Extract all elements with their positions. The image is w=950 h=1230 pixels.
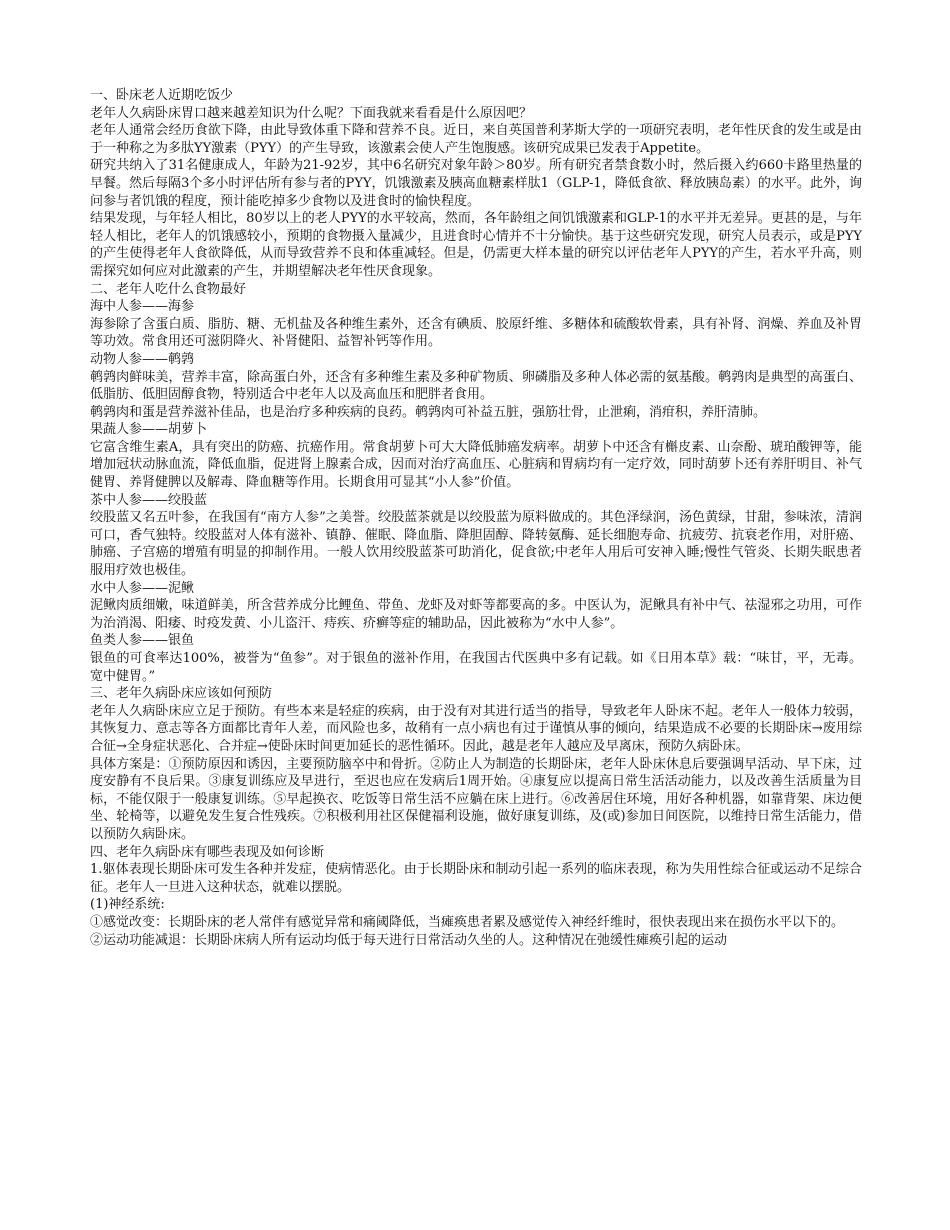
section-heading-2: 二、老年人吃什么食物最好 <box>90 281 247 297</box>
paragraph: 1.躯体表现长期卧床可发生各种并发症，使病情恶化。由于长期卧床和制动引起一系列的临床表现，称为失用性综合征或运动不足综合征。老年人一旦进入这种状态，就难以摆脱。 <box>90 862 862 895</box>
section-heading-4: 四、老年久病卧床有哪些表现及如何诊断 <box>90 844 325 860</box>
paragraph: 海参除了含蛋白质、脂肪、糖、无机盐及各种维生素外，还含有碘质、胶原纤维、多糖体和硫酸软骨素，具有补肾、润燥、养血及补胃等功效。常食用还可滋阴降火、补肾健阳、益智补钙等作用。 <box>90 316 862 350</box>
subheading: 动物人参——鹌鹑 <box>90 351 195 367</box>
document-body <box>90 87 862 949</box>
paragraph: ②运动功能减退：长期卧床病人所有运动均低于每天进行日常活动久坐的人。这种情况在弛缓性瘫痪引起的运动 <box>90 932 728 948</box>
paragraph: 研究共纳入了31名健康成人，年龄为21-92岁，其中6名研究对象年龄＞80岁。所有研究者禁食数小时，然后摄入约660卡路里热量的早餐。然后每隔3个多小时评估所有参与者的PYY，饥饿激素及胰高血糖素样肽1（GLP-1，降低食欲、释放胰岛素）的水平。此外，询问参与者饥饿的程度，预计能吃掉多少食物以及进食时的愉快程度。 <box>90 158 862 209</box>
subheading: 茶中人参——绞股蓝 <box>90 492 208 508</box>
section-heading-3: 三、老年久病卧床应该如何预防 <box>90 686 273 702</box>
section-heading-1: 一、卧床老人近期吃饭少 <box>90 88 234 103</box>
subheading: 海中人参——海参 <box>90 299 195 315</box>
paragraph: 鹌鹑肉鲜味美，营养丰富，除高蛋白外，还含有多种维生素及多种矿物质、卵磷脂及多种人体必需的氨基酸。鹌鹑肉是典型的高蛋白、低脂肪、低胆固醇食物，特别适合中老年人以及高血压和肥胖者食用。 <box>90 369 862 403</box>
paragraph: 绞股蓝又名五叶参，在我国有“南方人参”之美誉。绞股蓝茶就是以绞股蓝为原料做成的。其色泽绿润，汤色黄绿，甘甜，参味浓，清润可口，香气独特。绞股蓝对人体有滋补、镇静、催眠、降血脂、降胆固醇、降转氨酶、延长细胞寿命、抗疲劳、抗衰老作用，对肝癌、肺癌、子宫癌的增殖有明显的抑制作用。一般人饮用绞股蓝茶可助消化，促食欲;中老年人用后可安神入睡;慢性气管炎、长期失眠患者服用疗效也极佳。 <box>90 510 862 579</box>
paragraph: 具体方案是：①预防原因和诱因，主要预防脑卒中和骨折。②防止人为制造的长期卧床，老年人卧床休息后要强调早活动、早下床，过度安静有不良后果。③康复训练应及早进行，至迟也应在发病后1周开始。④康复应以提高日常生活活动能力，以及改善生活质量为目标，不能仅限于一般康复训练。⑤早起换衣、吃饭等日常生活不应躺在床上进行。⑥改善居住环境，用好各种机器，如靠背架、床边便坐、轮椅等，以避免发生复合性残疾。⑦积极利用社区保健福利设施，做好康复训练，及(或)参加日间医院，以维持日常生活能力，借以预防久病卧床。 <box>90 756 862 842</box>
subheading: 水中人参——泥鳅 <box>90 580 195 596</box>
paragraph: 鹌鹑肉和蛋是营养滋补佳品，也是治疗多种疾病的良药。鹌鹑肉可补益五脏，强筋壮骨，止泄痢，消疳积，养肝清肺。 <box>90 404 767 420</box>
paragraph: 泥鳅肉质细嫩，味道鲜美，所含营养成分比鲤鱼、带鱼、龙虾及对虾等都要高的多。中医认为，泥鳅具有补中气、祛湿邪之功用，可作为治消渴、阳痿、时疫发黄、小儿盗汗、痔疾、疥癣等症的辅助品，因此被称为“水中人参”。 <box>90 598 862 631</box>
paragraph: 结果发现，与年轻人相比，80岁以上的老人PYY的水平较高，然而，各年龄组之间饥饿激素和GLP-1的水平并无差异。更甚的是，与年轻人相比，老年人的饥饿感较小，预期的食物摄入量减少，且进食时心情并不十分愉快。基于这些研究发现，研究人员表示，或是PYY的产生使得老年人食欲降低，从而导致营养不良和体重减轻。但是，仍需更大样本量的研究以评估老年人PYY的产生，若水平升高，则需探究如何应对此激素的产生，并期望解决老年性厌食现象。 <box>90 211 862 279</box>
paragraph: (1)神经系统: <box>90 897 165 913</box>
paragraph: 老年人通常会经历食欲下降，由此导致体重下降和营养不良。近日，来自英国普利茅斯大学的一项研究表明，老年性厌食的发生或是由于一种称之为多肽YY激素（PYY）的产生导致，该激素会使人产生饱腹感。该研究成果已发表于Appetite。 <box>90 123 862 156</box>
paragraph: 银鱼的可食率达100%，被誉为“鱼参”。对于银鱼的滋补作用，在我国古代医典中多有记载。如《日用本草》载：“味甘，平，无毒。宽中健胃。” <box>90 651 862 684</box>
subheading: 鱼类人参——银鱼 <box>90 633 195 649</box>
paragraph: 老年人久病卧床应立足于预防。有些本来是轻症的疾病，由于没有对其进行适当的指导，导致老年人卧床不起。老年人一般体力较弱，其恢复力、意志等各方面都比青年人差，而风险也多，故稍有一点小病也有过于谨慎从事的倾向，结果造成不必要的长期卧床→废用综合征→全身症状恶化、合并症→使卧床时间更加延长的恶性循环。因此，越是老年人越应及早离床，预防久病卧床。 <box>90 703 862 754</box>
paragraph: ①感觉改变：长期卧床的老人常伴有感觉异常和痛阈降低，当瘫痪患者累及感觉传入神经纤维时，很快表现出来在损伤水平以下的。 <box>90 914 845 930</box>
paragraph: 老年人久病卧床胃口越来越差知识为什么呢？下面我就来看看是什么原因吧？ <box>90 105 533 121</box>
subheading: 果蔬人参——胡萝卜 <box>90 422 208 438</box>
paragraph: 它富含维生素A，具有突出的防癌、抗癌作用。常食胡萝卜可大大降低肺癌发病率。胡萝卜中还含有槲皮素、山奈酚、琥珀酸钾等，能增加冠状动脉血流，降低血脂，促进肾上腺素合成，因而对治疗高血压、心脏病和胃病均有一定疗效，同时葫萝卜还有养肝明目、补气健胃、养肾健脾以及解毒、降血糖等作用。长期食用可显其“小人参”价值。 <box>90 439 862 491</box>
